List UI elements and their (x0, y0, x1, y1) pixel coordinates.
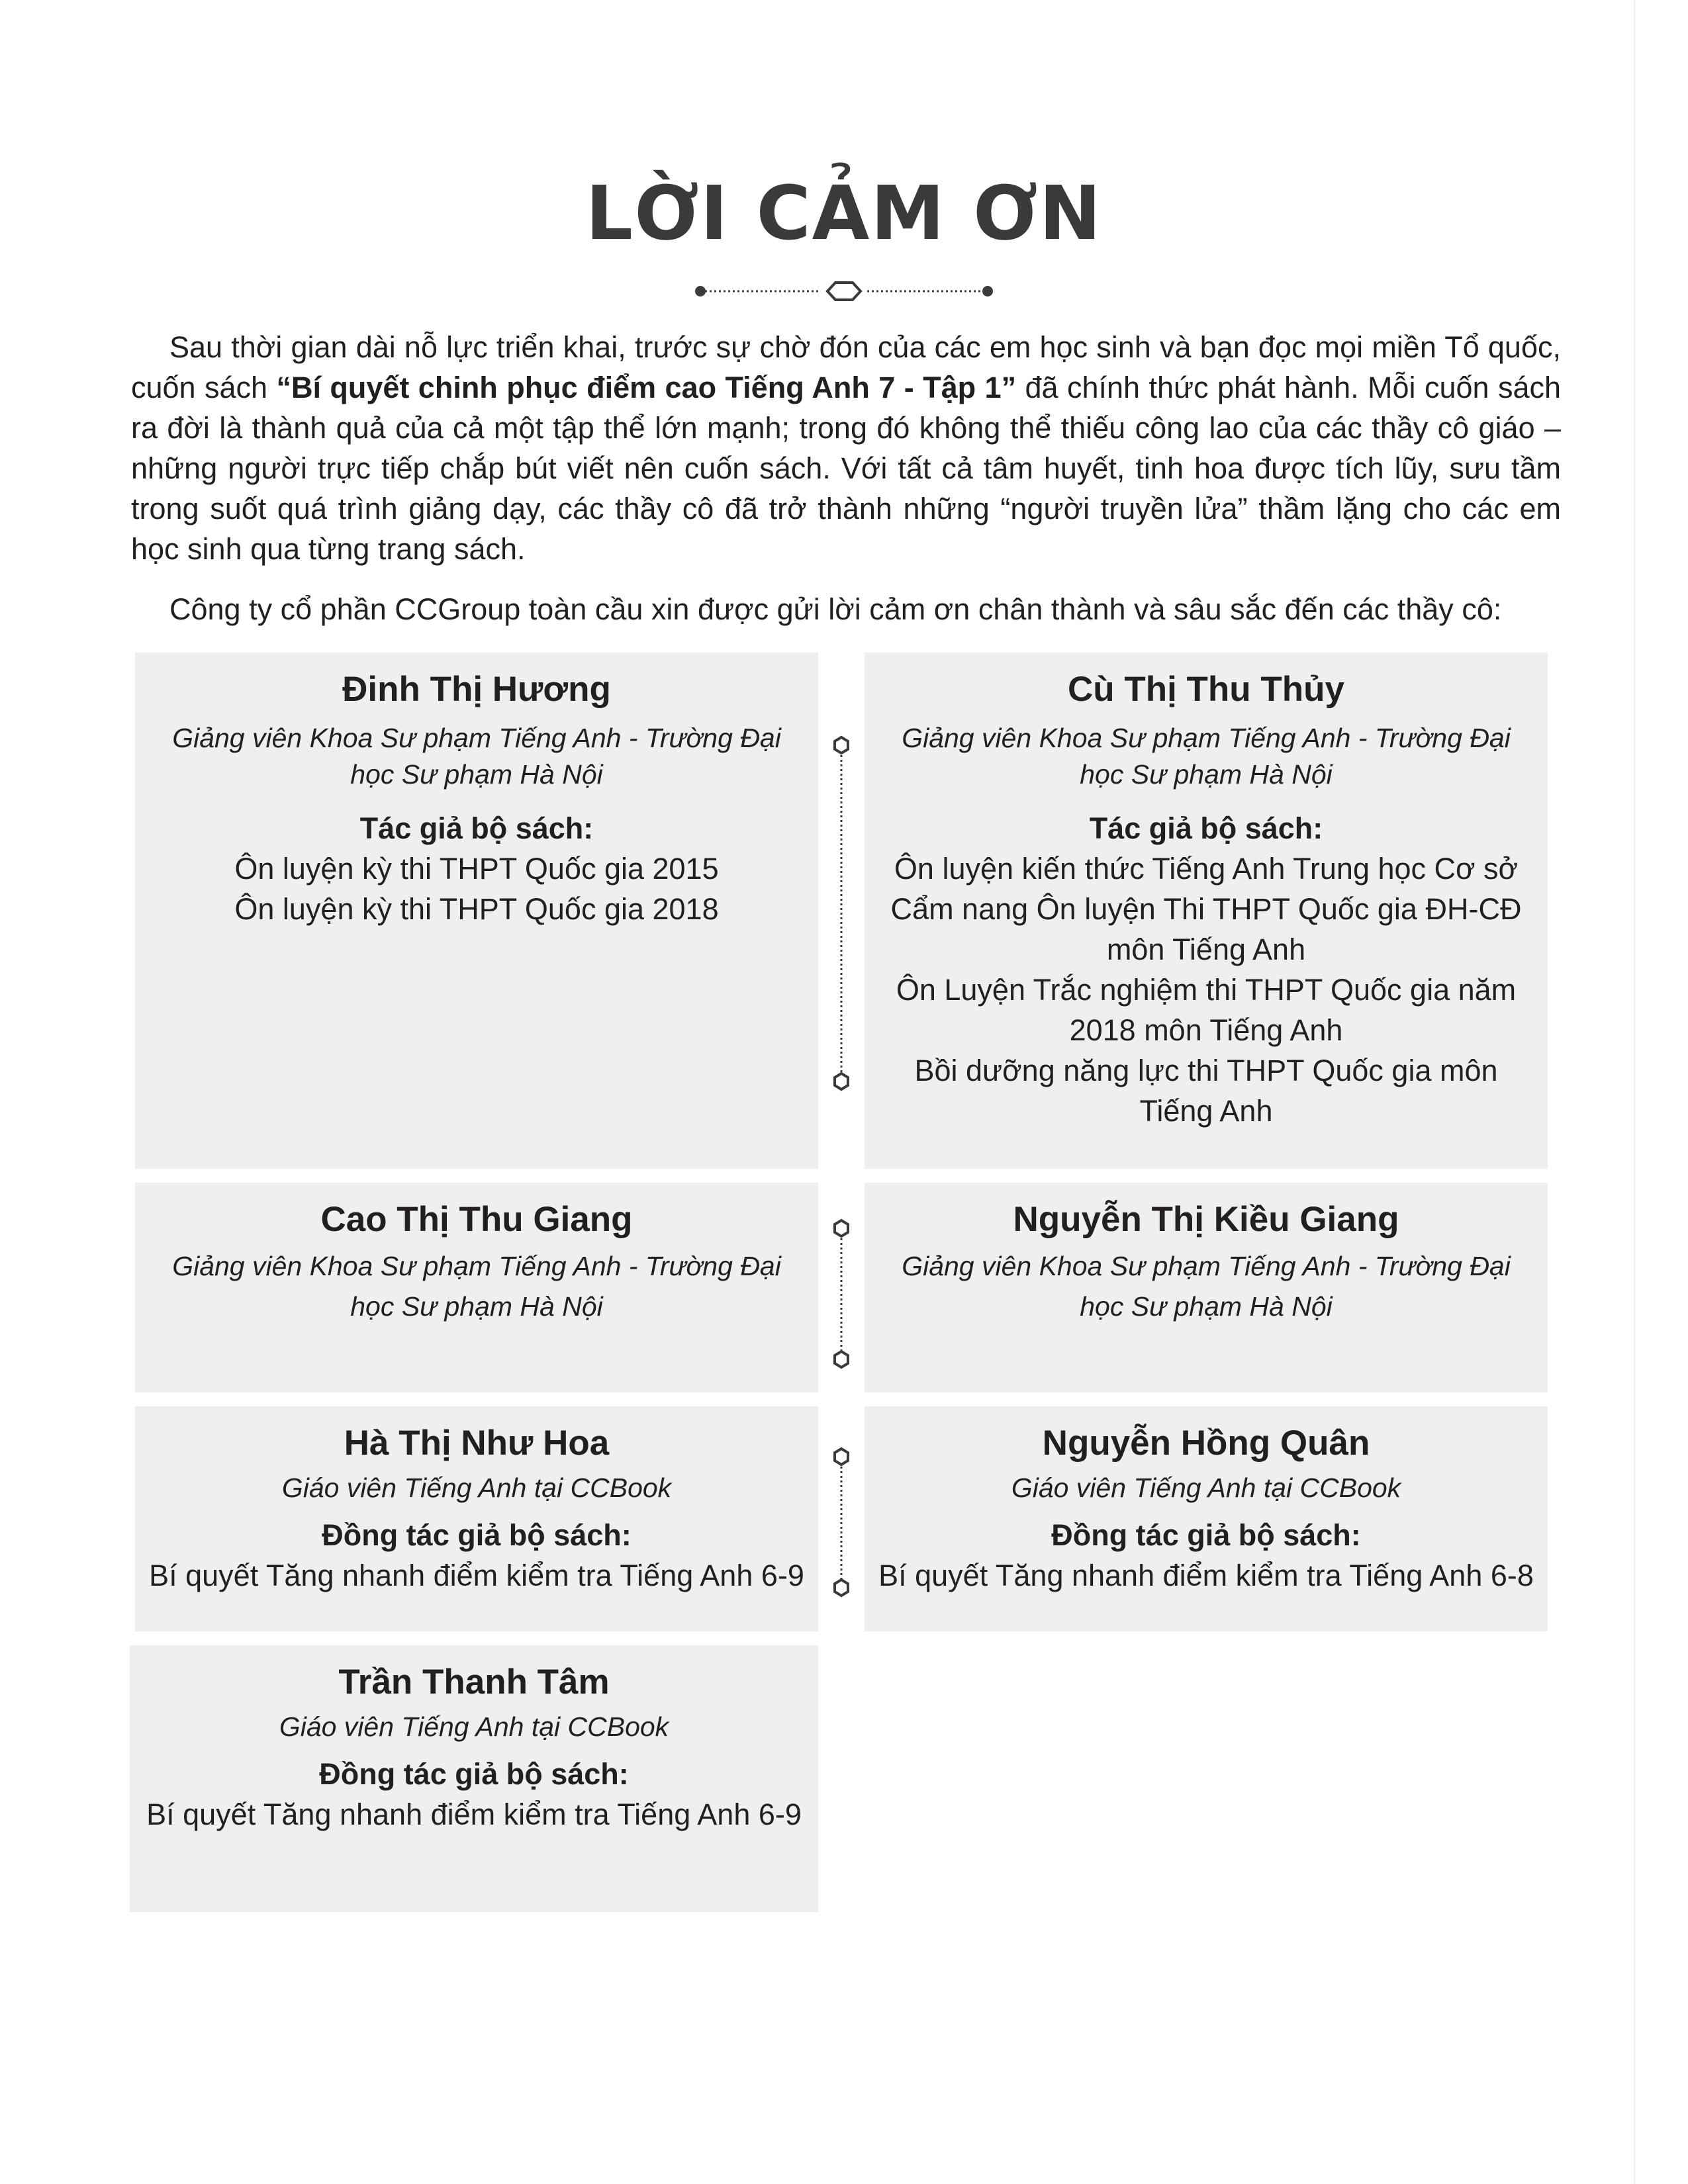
author-role: Giảng viên Khoa Sư phạm Tiếng Anh - Trường Đại học Sư phạm Hà Nội (902, 723, 1511, 790)
page-edge-line (1634, 0, 1635, 2184)
thanks-paragraph: Công ty cổ phần CCGroup toàn cầu xin được gửi lời cảm ơn chân thành và sâu sắc đến các thầy cô: (169, 592, 1502, 626)
work-item: Bí quyết Tăng nhanh điểm kiểm tra Tiếng Anh 6-8 (878, 1559, 1534, 1592)
author-name: Nguyễn Thị Kiều Giang (1013, 1200, 1399, 1239)
book-title: “Bí quyết chinh phục điểm cao Tiếng Anh 7 - Tập 1” (276, 371, 1017, 404)
author-role: Giáo viên Tiếng Anh tại CCBook (1011, 1473, 1401, 1503)
work-item: Ôn luyện kiến thức Tiếng Anh Trung học Cơ sở (894, 852, 1519, 886)
author-name: Cù Thị Thu Thủy (1067, 670, 1345, 709)
author-name: Hà Thị Như Hoa (344, 1424, 610, 1463)
author-card (865, 1406, 1548, 1631)
work-item: Bí quyết Tăng nhanh điểm kiểm tra Tiếng Anh 6-9 (149, 1559, 804, 1592)
author-card (130, 1645, 818, 1912)
work-item: Ôn luyện kỳ thi THPT Quốc gia 2018 (234, 892, 719, 926)
work-item: Ôn Luyện Trắc nghiệm thi THPT Quốc gia năm 2018 môn Tiếng Anh (896, 973, 1517, 1047)
work-item: Bồi dưỡng năng lực thi THPT Quốc gia môn Tiếng Anh (914, 1054, 1498, 1128)
author-card (135, 1406, 818, 1631)
work-item: Cẩm nang Ôn luyện Thi THPT Quốc gia ĐH-CĐ môn Tiếng Anh (890, 892, 1522, 966)
author-role: Giảng viên Khoa Sư phạm Tiếng Anh - Trường Đại học Sư phạm Hà Nội (902, 1251, 1511, 1322)
title-divider-ornament (688, 278, 1000, 304)
column-connector-ornament (831, 1446, 851, 1598)
author-role: Giáo viên Tiếng Anh tại CCBook (281, 1473, 672, 1503)
author-role: Giáo viên Tiếng Anh tại CCBook (279, 1711, 669, 1742)
author-card (865, 653, 1548, 1169)
author-card (135, 653, 818, 1169)
author-name: Đinh Thị Hương (342, 670, 611, 709)
works-heading: Đồng tác giả bộ sách: (1051, 1518, 1361, 1552)
work-item: Ôn luyện kỳ thi THPT Quốc gia 2015 (234, 852, 719, 886)
author-name: Trần Thanh Tâm (338, 1662, 610, 1702)
column-connector-ornament (831, 1218, 851, 1370)
author-role: Giảng viên Khoa Sư phạm Tiếng Anh - Trường Đại học Sư phạm Hà Nội (172, 723, 781, 790)
work-item: Bí quyết Tăng nhanh điểm kiểm tra Tiếng Anh 6-9 (146, 1797, 802, 1831)
works-heading: Đồng tác giả bộ sách: (319, 1757, 629, 1791)
author-role: Giảng viên Khoa Sư phạm Tiếng Anh - Trường Đại học Sư phạm Hà Nội (172, 1251, 781, 1322)
works-heading: Tác giả bộ sách: (359, 811, 594, 845)
author-name: Nguyễn Hồng Quân (1042, 1424, 1370, 1463)
page-title: LỜI CẢM ƠN (585, 171, 1103, 257)
works-heading: Đồng tác giả bộ sách: (322, 1518, 632, 1552)
author-card (135, 1183, 818, 1392)
intro-paragraph: Sau thời gian dài nỗ lực triển khai, trước sự chờ đón của các em học sinh và bạn đọc mọi miền Tổ quốc, cuốn sách “Bí quyết chinh phục điểm cao Tiếng Anh 7 - Tập 1” đã chính thức phát hành. Mỗi cuốn sách ra đời là thành quả của cả một tập thể lớn mạnh; trong đó không thể thiếu công lao của các thầy cô giáo – những người trực tiếp chắp bút viết nên cuốn sách. Với tất cả tâm huyết, tinh hoa được tích lũy, sưu tầm trong suốt quá trình giảng dạy, các thầy cô đã trở thành những “người truyền lửa” thầm lặng cho các em học sinh qua từng trang sách. (131, 330, 1562, 566)
works-heading: Tác giả bộ sách: (1089, 811, 1323, 845)
author-name: Cao Thị Thu Giang (320, 1200, 633, 1239)
author-card (865, 1183, 1548, 1392)
column-connector-ornament (831, 735, 851, 1092)
